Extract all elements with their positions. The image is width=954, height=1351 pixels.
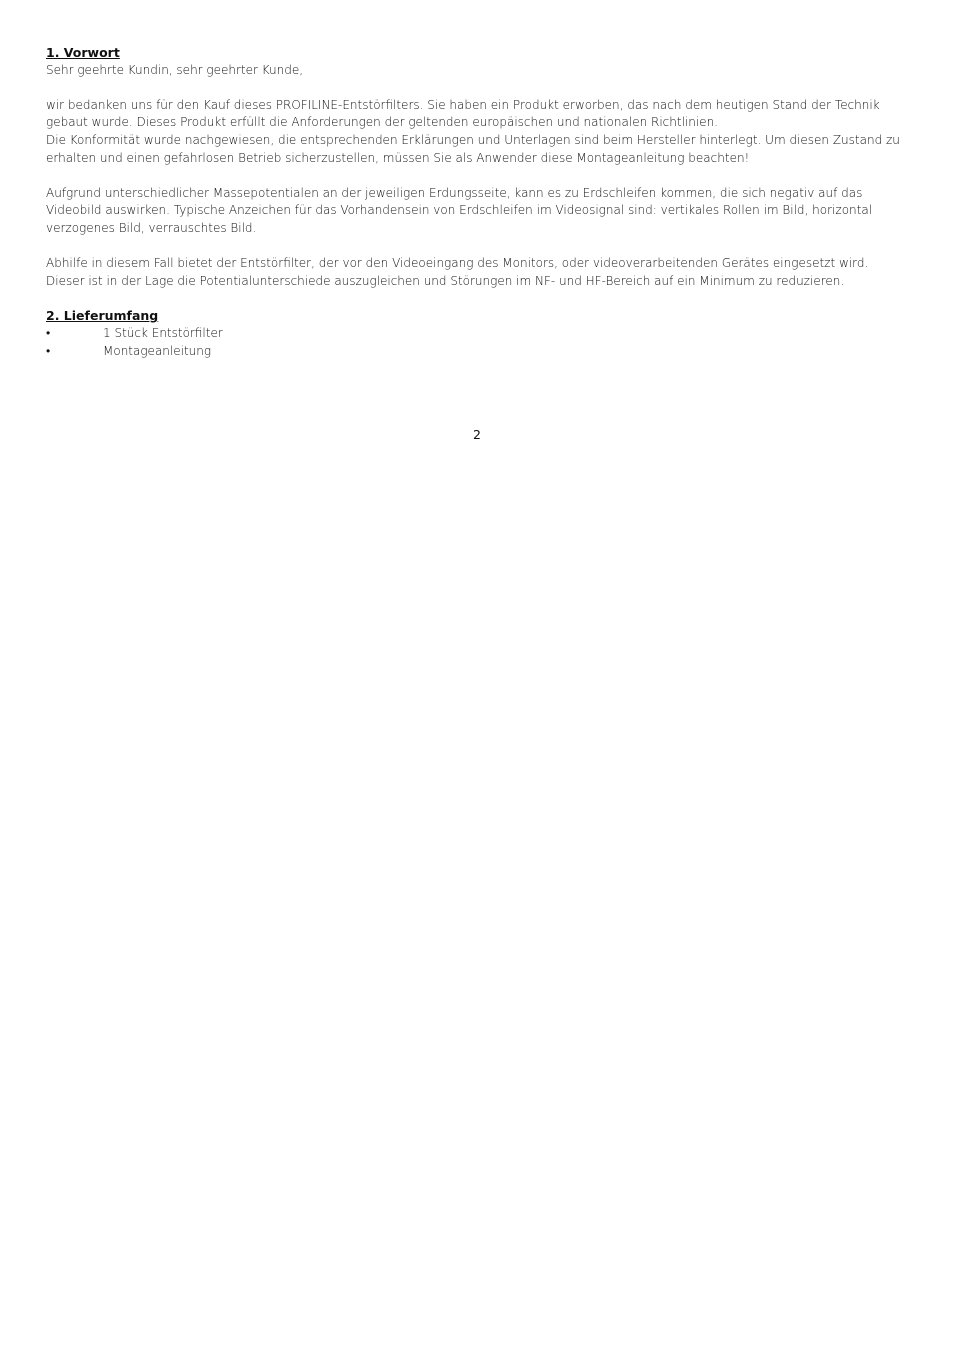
list-item [46, 343, 906, 361]
list-item [46, 325, 906, 343]
remedy-paragraph-2: Dieser ist in der Lage die Potentialunterschiede auszugleichen und Störungen im NF- und HF-Bereich auf ein Minimum zu reduzieren. [46, 273, 845, 288]
intro-paragraph-1: wir bedanken uns für den Kauf dieses PROFILINE-Entstörfilters. Sie haben ein Produkt erworben, das nach dem heutigen Stand der Technik gebaut wurde. Dieses Produkt erfüllt die Anforderungen der geltenden europäischen und nationalen Richtlinien. [46, 97, 880, 130]
salutation: Sehr geehrte Kundin, sehr geehrter Kunde, [46, 62, 304, 77]
delivery-list [46, 325, 906, 360]
heading-vorwort: 1. Vorwort [46, 45, 120, 60]
remedy-paragraph-1: Abhilfe in diesem Fall bietet der Entstörfilter, der vor den Videoeingang des Monitors, oder videoverarbeitenden Gerätes eingesetzt wird. [46, 256, 869, 271]
list-item-text: 1 Stück Entstörfilter [103, 325, 223, 340]
ground-loop-paragraph: Aufgrund unterschiedlicher Massepotentialen an der jeweiligen Erdungsseite, kann es zu Erdschleifen kommen, die sich negativ auf das Videobild auswirken. Typische Anzeichen für das Vorhandensein von Erdschleifen im Videosignal sind: vertikales Rollen im Bild, horizontal verzogenes Bild, verrauschtes Bild. [46, 185, 873, 235]
page-number: 2 [473, 427, 481, 442]
intro-paragraph-2: Die Konformität wurde nachgewiesen, die entsprechenden Erklärungen und Unterlagen sind beim Hersteller hinterlegt. Um diesen Zustand zu erhalten und einen gefahrlosen Betrieb sicherzustellen, müssen Sie als Anwender diese Montageanleitung beachten! [46, 132, 900, 165]
bullet-icon: • [46, 325, 51, 340]
list-item-text: Montageanleitung [103, 343, 212, 358]
bullet-icon: • [46, 343, 51, 358]
document-page [46, 44, 906, 360]
heading-lieferumfang: 2. Lieferumfang [46, 308, 159, 324]
